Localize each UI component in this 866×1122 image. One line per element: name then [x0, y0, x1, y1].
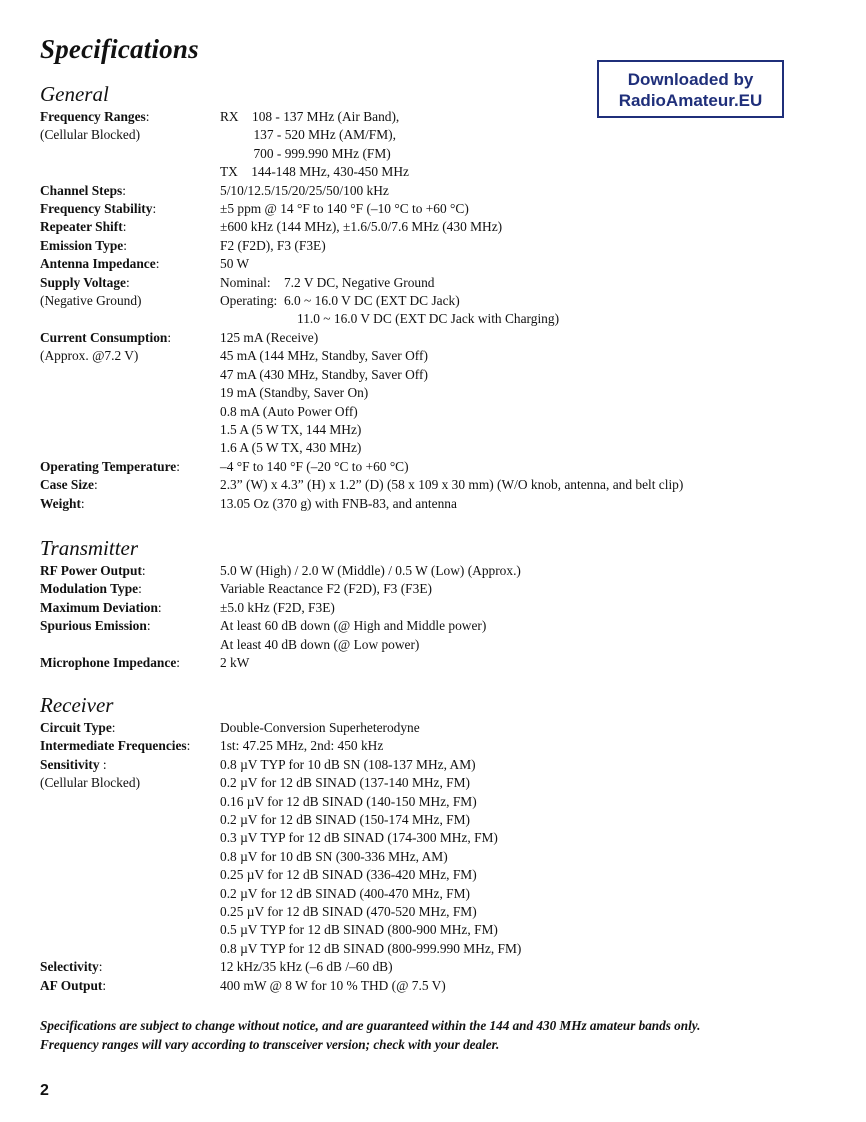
spec-value: At least 60 dB down (@ High and Middle power): [220, 618, 487, 634]
spec-row: [40, 163, 820, 181]
footnote-line-2: Frequency ranges will vary according to transceiver version; check with your dealer.: [40, 1037, 500, 1052]
spec-row: [40, 366, 820, 384]
receiver-section: [40, 692, 820, 995]
spec-label-text: (Cellular Blocked): [40, 127, 141, 143]
spec-label: [40, 347, 220, 365]
spec-label-separator: :: [125, 274, 130, 290]
spec-label: [40, 126, 220, 144]
spec-value: 47 mA (430 MHz, Standby, Saver Off): [220, 366, 428, 382]
spec-label-separator: :: [80, 495, 85, 511]
spec-value: 12 kHz/35 kHz (–6 dB /–60 dB): [220, 959, 393, 975]
spec-label-text: Antenna Impedance: [40, 256, 156, 272]
spec-label-text: Channel Steps: [40, 182, 123, 198]
spec-label: [40, 237, 220, 255]
spec-value: ±5 ppm @ 14 °F to 140 °F (–10 °C to +60 °C): [220, 201, 469, 217]
spec-value: Operating: 6.0 ~ 16.0 V DC (EXT DC Jack): [220, 293, 460, 309]
spec-row: [40, 580, 820, 598]
spec-row: [40, 885, 820, 903]
spec-label-separator: :: [138, 581, 142, 597]
spec-row: [40, 940, 820, 958]
section-heading-transmitter: Transmitter: [40, 536, 139, 560]
spec-label: [40, 458, 220, 476]
transmitter-section: [40, 535, 820, 672]
spec-row: [40, 599, 820, 617]
spec-label: [40, 255, 220, 273]
spec-value: ±600 kHz (144 MHz), ±1.6/5.0/7.6 MHz (430 MHz): [220, 219, 503, 235]
spec-value: 0.8 mA (Auto Power Off): [220, 403, 358, 419]
spec-label: [40, 885, 220, 903]
spec-value: 11.0 ~ 16.0 V DC (EXT DC Jack with Charging): [220, 311, 560, 327]
spec-row: [40, 421, 820, 439]
spec-label: [40, 580, 220, 598]
spec-label-text: AF Output: [40, 977, 103, 993]
spec-row: [40, 218, 820, 236]
spec-row: [40, 384, 820, 402]
spec-label: [40, 495, 220, 513]
spec-value: 0.25 µV for 12 dB SINAD (336-420 MHz, FM): [220, 867, 477, 883]
spec-row: [40, 182, 820, 200]
spec-label-separator: :: [98, 959, 103, 975]
watermark-line-2: RadioAmateur.EU: [618, 91, 763, 110]
page-number: 2: [40, 1082, 49, 1099]
spec-label: [40, 903, 220, 921]
spec-value: 1st: 47.25 MHz, 2nd: 450 kHz: [220, 738, 384, 754]
spec-row: [40, 958, 820, 976]
receiver-spec-list: [40, 719, 820, 995]
spec-label-text: (Cellular Blocked): [40, 775, 141, 791]
spec-row: [40, 439, 820, 457]
section-heading-receiver: Receiver: [40, 693, 114, 717]
spec-row: [40, 654, 820, 672]
spec-row: [40, 636, 820, 654]
spec-value: RX 108 - 137 MHz (Air Band),: [220, 109, 400, 124]
spec-label-text: Selectivity: [40, 959, 99, 975]
spec-label-separator: :: [102, 977, 107, 993]
spec-label: [40, 108, 220, 126]
spec-row: [40, 756, 820, 774]
spec-label-separator: :: [141, 563, 146, 578]
spec-label-text: Emission Type: [40, 237, 124, 253]
watermark-line-1: Downloaded by: [627, 70, 754, 89]
spec-value: 137 - 520 MHz (AM/FM),: [220, 127, 396, 143]
spec-row: [40, 126, 820, 144]
spec-row: [40, 476, 820, 494]
spec-value: 2.3” (W) x 4.3” (H) x 1.2” (D) (58 x 109 x 30 mm) (W/O knob, antenna, and belt clip): [220, 477, 684, 493]
spec-label: [40, 218, 220, 236]
spec-label: [40, 329, 220, 347]
spec-row: [40, 495, 820, 513]
spec-row: [40, 719, 820, 737]
spec-label: [40, 384, 220, 402]
spec-row: [40, 617, 820, 635]
spec-value: 45 mA (144 MHz, Standby, Saver Off): [220, 348, 428, 364]
spec-value: Nominal: 7.2 V DC, Negative Ground: [220, 274, 435, 290]
spec-label: [40, 163, 220, 181]
spec-row: [40, 866, 820, 884]
spec-row: [40, 562, 820, 580]
spec-label: [40, 958, 220, 976]
spec-row: [40, 145, 820, 163]
spec-label-separator: :: [176, 655, 180, 671]
spec-value: 50 W: [220, 256, 250, 272]
spec-value: 5/10/12.5/15/20/25/50/100 kHz: [220, 182, 389, 198]
spec-value: TX 144-148 MHz, 430-450 MHz: [220, 164, 409, 180]
spec-value: 5.0 W (High) / 2.0 W (Middle) / 0.5 W (Low) (Approx.): [220, 563, 521, 578]
spec-label-text: (Approx. @7.2 V): [40, 348, 139, 364]
spec-label: [40, 636, 220, 654]
spec-value: 0.16 µV for 12 dB SINAD (140-150 MHz, FM): [220, 793, 477, 809]
general-spec-list: [40, 108, 820, 513]
spec-row: [40, 237, 820, 255]
spec-row: [40, 903, 820, 921]
spec-label-separator: :: [186, 738, 191, 754]
spec-row: [40, 108, 820, 126]
spec-value: F2 (F2D), F3 (F3E): [220, 237, 326, 253]
spec-label: [40, 793, 220, 811]
spec-label: [40, 476, 220, 494]
spec-label: [40, 977, 220, 995]
spec-label-text: Maximum Deviation: [40, 599, 158, 615]
spec-label: [40, 756, 220, 774]
spec-label-separator: :: [155, 256, 160, 272]
spec-row: [40, 347, 820, 365]
spec-value: 400 mW @ 8 W for 10 % THD (@ 7.5 V): [220, 977, 446, 993]
spec-label-text: Microphone Impedance: [40, 655, 177, 671]
spec-label: [40, 562, 220, 580]
spec-label-text: Intermediate Frequencies: [40, 738, 187, 754]
spec-label-separator: :: [157, 599, 162, 615]
spec-label: [40, 366, 220, 384]
transmitter-spec-list: [40, 562, 820, 672]
spec-row: [40, 310, 820, 328]
spec-row: [40, 977, 820, 995]
spec-label-text: Case Size: [40, 477, 94, 493]
spec-value: 13.05 Oz (370 g) with FNB-83, and antenna: [220, 495, 457, 511]
spec-row: [40, 793, 820, 811]
spec-label-separator: :: [93, 477, 98, 493]
spec-row: [40, 329, 820, 347]
spec-value: 0.2 µV for 12 dB SINAD (400-470 MHz, FM): [220, 885, 470, 901]
spec-label-separator: :: [145, 109, 150, 124]
spec-label: [40, 200, 220, 218]
spec-label: [40, 737, 220, 755]
spec-label: [40, 654, 220, 672]
spec-value: 0.5 µV TYP for 12 dB SINAD (800-900 MHz, FM): [220, 922, 498, 938]
spec-value: 0.8 µV for 10 dB SN (300-336 MHz, AM): [220, 848, 448, 864]
spec-label-text: Sensitivity: [40, 756, 100, 772]
spec-label: [40, 182, 220, 200]
spec-label-text: Repeater Shift: [40, 219, 123, 235]
spec-row: [40, 848, 820, 866]
spec-row: [40, 921, 820, 939]
spec-label-text: Spurious Emission: [40, 618, 147, 634]
spec-label-separator: :: [99, 756, 107, 772]
spec-label-text: Frequency Ranges: [40, 109, 146, 124]
spec-value: –4 °F to 140 °F (–20 °C to +60 °C): [220, 458, 409, 474]
spec-label-text: RF Power Output: [40, 563, 142, 578]
spec-value: 1.6 A (5 W TX, 430 MHz): [220, 440, 362, 456]
spec-label: [40, 829, 220, 847]
spec-row: [40, 274, 820, 292]
spec-label: [40, 310, 220, 328]
spec-value: 19 mA (Standby, Saver On): [220, 385, 369, 401]
spec-label-text: Circuit Type: [40, 720, 112, 735]
spec-label: [40, 421, 220, 439]
spec-label: [40, 866, 220, 884]
spec-row: [40, 255, 820, 273]
spec-label: [40, 403, 220, 421]
footnote-line-1: Specifications are subject to change without notice, and are guaranteed within the 144 and 430 MHz amateur bands only.: [40, 1018, 701, 1033]
spec-label: [40, 719, 220, 737]
spec-row: [40, 458, 820, 476]
general-section: [40, 81, 820, 513]
spec-label-separator: :: [176, 458, 180, 474]
page-title: Specifications: [40, 34, 199, 64]
spec-label-text: Weight: [40, 495, 81, 511]
spec-value: 2 kW: [220, 655, 250, 671]
spec-label-separator: :: [146, 618, 151, 634]
spec-label: [40, 617, 220, 635]
spec-label: [40, 145, 220, 163]
spec-value: Variable Reactance F2 (F2D), F3 (F3E): [220, 581, 432, 597]
spec-label-separator: :: [152, 201, 157, 217]
spec-label: [40, 292, 220, 310]
spec-label-text: (Negative Ground): [40, 293, 142, 309]
spec-row: [40, 774, 820, 792]
spec-value: 0.2 µV for 12 dB SINAD (150-174 MHz, FM): [220, 812, 470, 828]
spec-label: [40, 921, 220, 939]
spec-row: [40, 200, 820, 218]
spec-label-text: Current Consumption: [40, 329, 168, 345]
spec-value: Double-Conversion Superheterodyne: [220, 720, 420, 735]
spec-label: [40, 274, 220, 292]
spec-label-separator: :: [122, 219, 127, 235]
spec-value: 0.8 µV TYP for 12 dB SINAD (800-999.990 MHz, FM): [220, 940, 522, 956]
spec-label: [40, 811, 220, 829]
spec-value: At least 40 dB down (@ Low power): [220, 636, 420, 652]
spec-label-text: Frequency Stability: [40, 201, 153, 217]
spec-row: [40, 737, 820, 755]
spec-label-separator: :: [123, 237, 127, 253]
spec-value: 0.2 µV for 12 dB SINAD (137-140 MHz, FM): [220, 775, 470, 791]
spec-label-text: Supply Voltage: [40, 274, 126, 290]
spec-label-separator: :: [111, 720, 116, 735]
spec-value: 0.8 µV TYP for 10 dB SN (108-137 MHz, AM): [220, 756, 476, 772]
footnote: [40, 1016, 830, 1054]
spec-label: [40, 940, 220, 958]
spec-row: [40, 292, 820, 310]
spec-label-text: Operating Temperature: [40, 458, 177, 474]
spec-label-separator: :: [167, 329, 172, 345]
spec-label-separator: :: [122, 182, 126, 198]
spec-label: [40, 774, 220, 792]
section-heading-general: General: [40, 82, 109, 106]
spec-row: [40, 403, 820, 421]
spec-value: 700 - 999.990 MHz (FM): [220, 145, 391, 161]
spec-row: [40, 811, 820, 829]
spec-value: ±5.0 kHz (F2D, F3E): [220, 599, 335, 615]
spec-value: 0.3 µV TYP for 12 dB SINAD (174-300 MHz, FM): [220, 830, 498, 846]
spec-value: 1.5 A (5 W TX, 144 MHz): [220, 421, 362, 437]
spec-label-text: Modulation Type: [40, 581, 139, 597]
spec-value: 125 mA (Receive): [220, 329, 319, 345]
spec-label: [40, 848, 220, 866]
spec-row: [40, 829, 820, 847]
spec-value: 0.25 µV for 12 dB SINAD (470-520 MHz, FM): [220, 904, 477, 920]
spec-label: [40, 599, 220, 617]
spec-label: [40, 439, 220, 457]
